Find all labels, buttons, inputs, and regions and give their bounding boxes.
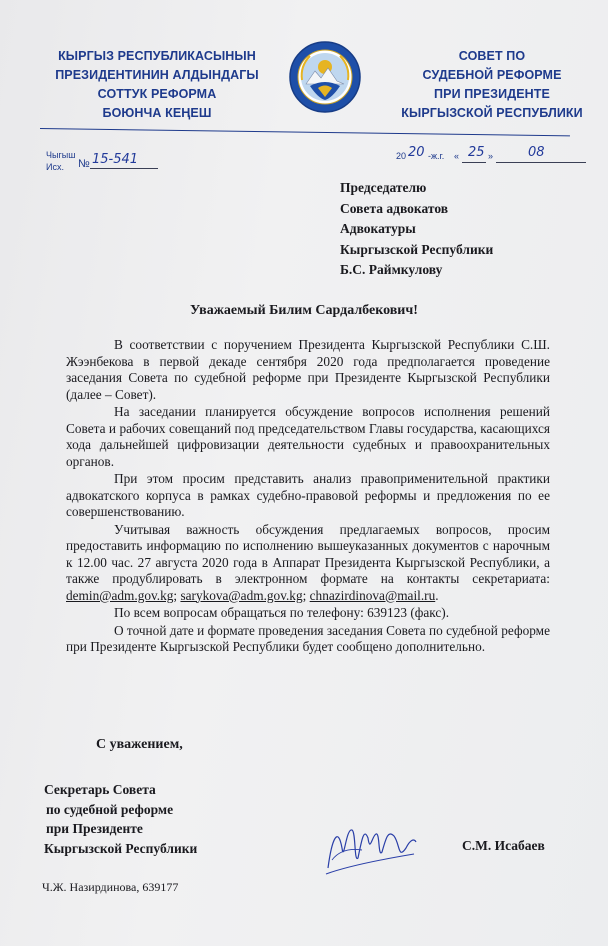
header-russian [392, 47, 592, 123]
year-suffix: -ж.г. [428, 151, 445, 161]
addressee-line: Совета адвокатов [340, 200, 449, 216]
day-underline [462, 162, 486, 163]
request-text: Учитывая важность обсуждения предлагаемых вопросов, просим предоставить информацию по исполнению вышеуказанных документов с нарочным к 12.00 час. 27 августа 2020 года в Аппарат Президента Кыргызской Республики, а также продублировать в электронном формате на контакты секретариата: [66, 521, 550, 586]
handwritten-signature-icon [318, 808, 418, 888]
header-divider [40, 128, 570, 136]
state-emblem-icon [288, 40, 362, 114]
paragraph-request [66, 522, 550, 605]
salutation: Уважаемый Билим Сардалбекович! [190, 303, 418, 318]
signatory-line: Кыргызской Республики [44, 840, 198, 856]
month-handwritten: 08 [528, 145, 545, 160]
header-line: КЫРГЫЗСКОЙ РЕСПУБЛИКИ [401, 106, 583, 120]
addressee-line: Б.С. Раймкулову [340, 262, 443, 277]
email-link[interactable]: demin@adm.gov.kg [66, 587, 174, 603]
signatory-line: при Президенте [46, 821, 143, 836]
header-line: СОВЕТ ПО [458, 49, 526, 63]
day-handwritten: 25 [468, 145, 485, 160]
addressee-line: Адвокатуры [340, 221, 416, 236]
addressee-block [340, 178, 493, 281]
signatory-line: по судебной реформе [46, 801, 174, 817]
number-sign: № [78, 158, 90, 170]
addressee-line: Председателю [340, 180, 427, 195]
letter-body [66, 337, 550, 656]
outgoing-number: 15-541 [92, 152, 139, 167]
signatory-title [44, 780, 197, 858]
separator: ; [302, 587, 310, 603]
closing-phrase: С уважением, [96, 737, 183, 752]
year-prefix: 20 [396, 151, 407, 161]
day-close-quote: » [488, 151, 494, 161]
signatory-line: Секретарь Совета [44, 782, 156, 797]
paragraph: При этом просим представить анализ правоприменительной практики адвокатского корпуса в рамках судебно-правовой реформы и предложения по ее совершенствованию. [66, 471, 550, 519]
email-link[interactable]: sarykova@adm.gov.kg [180, 587, 303, 603]
executor-contact: Ч.Ж. Назирдинова, 639177 [42, 880, 179, 894]
addressee-line: Кыргызской Республики [340, 241, 494, 257]
year-handwritten: 20 [408, 145, 425, 160]
paragraph: По всем вопросам обращаться по телефону: 639123 (факс). [114, 605, 450, 620]
number-underline [90, 168, 158, 169]
header-line: БОЮНЧА КЕҢЕШ [102, 106, 212, 120]
month-underline [496, 162, 586, 163]
paragraph: На заседании планируется обсуждение вопросов исполнения решений Совета и рабочих совещаний под председательством Главы государства, касающихся хода дальнейшей цифровизации деятельности судебных и правоохранительных органов. [66, 404, 550, 469]
header-kyrgyz [42, 47, 272, 123]
header-line: КЫРГЫЗ РЕСПУБЛИКАСЫНЫН [58, 49, 256, 63]
email-link[interactable]: chnazirdinova@mail.ru [309, 587, 436, 603]
signer-name: С.М. Исабаев [462, 838, 545, 853]
label-outgoing-ky: Чыгыш [46, 150, 76, 160]
separator: ; [173, 587, 181, 603]
day-open-quote: « [454, 151, 460, 161]
header-line: ПРИ ПРЕЗИДЕНТЕ [434, 87, 550, 101]
sentence-end: . [435, 587, 439, 603]
header-line: СУДЕБНОЙ РЕФОРМЕ [422, 68, 562, 82]
label-outgoing-ru: Исх. [46, 162, 64, 172]
paragraph: В соответствии с поручением Президента Кыргызской Республики С.Ш. Жээнбекова в первой декаде сентября 2020 года предполагается проведение заседания Совета по судебной реформе при Президенте Кыргызской Республики (далее – Совет). [66, 337, 550, 402]
paragraph: О точной дате и формате проведения заседания Совета по судебной реформе при Президенте Кыргызской Республики будет сообщено дополнительно. [66, 622, 550, 654]
header-line: СОТТУК РЕФОРМА [97, 87, 217, 101]
header-line: ПРЕЗИДЕНТИНИН АЛДЫНДАГЫ [55, 68, 259, 82]
